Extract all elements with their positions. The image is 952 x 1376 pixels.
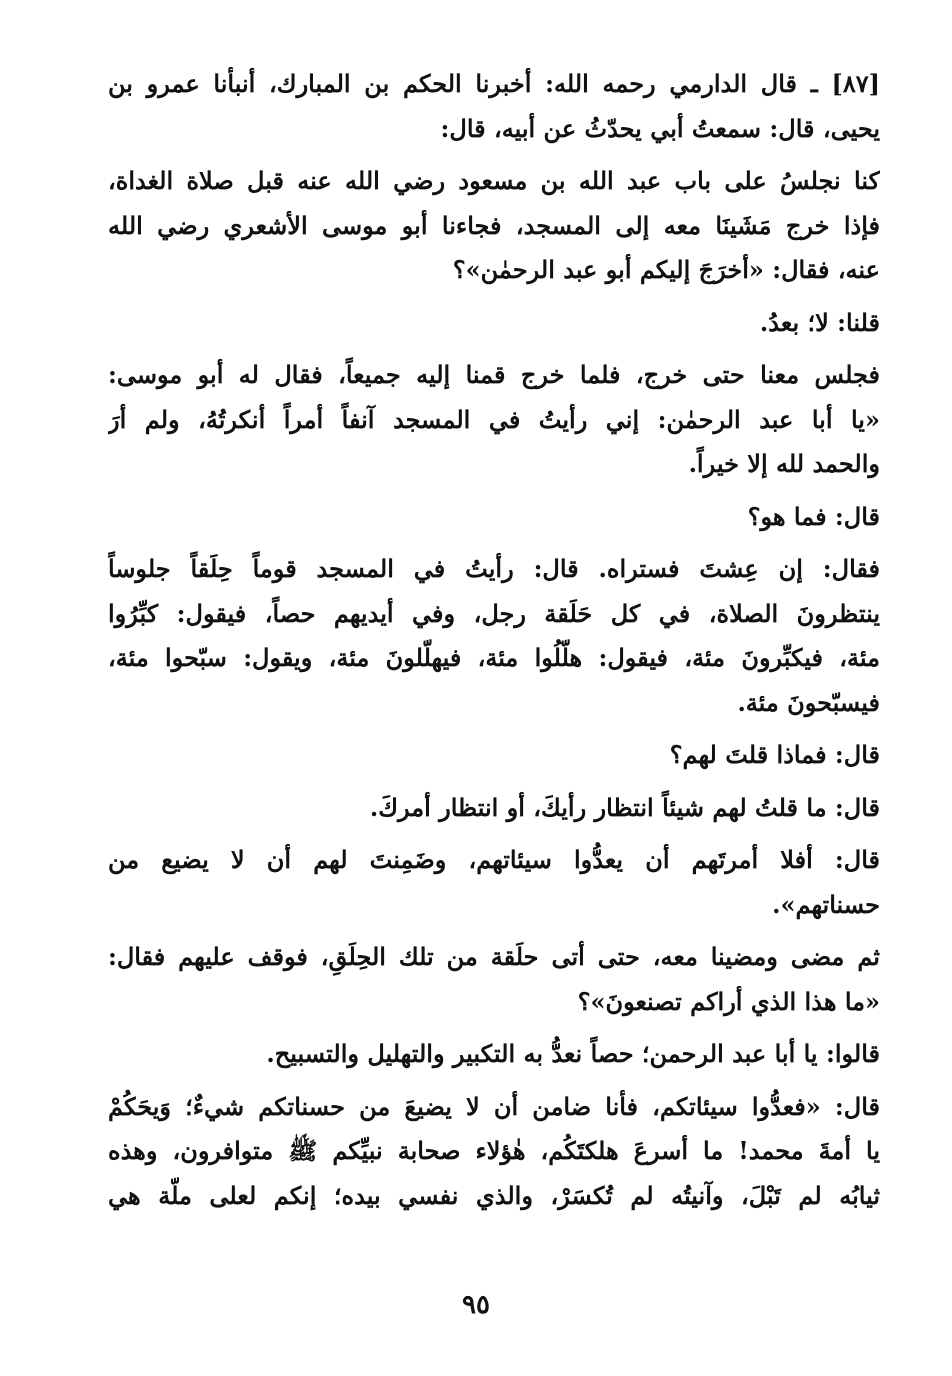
text-line: ينتظرونَ الصلاة، في كل حَلَقة رجل، وفي أيديهم حصاً، فيقول: كبِّرُوا — [108, 598, 880, 628]
text-line: ثيابُه لم تَبْلَ، وآنيتُه لم تُكسَرْ، والذي نفسي بيده؛ إنكم لعلى ملّة هي — [108, 1180, 880, 1210]
text-line: فإذا خرج مَشَينَا معه إلى المسجد، فجاءنا أبو موسى الأشعري رضي الله — [108, 210, 880, 240]
paragraph-narration — [108, 547, 880, 725]
text-line: «يا أبا عبد الرحمٰن: إني رأيتُ في المسجد آنفاً أمراً أنكرتُهُ، ولم أرَ — [108, 404, 880, 434]
paragraph-narration — [108, 1032, 880, 1077]
text-line: يا أمةَ محمد! ما أسرعَ هلكتَكُم، هٰؤلاء صحابة نبيِّكم ﷺ متوافرون، وهذه — [108, 1136, 880, 1165]
text-line: [٨٧] ـ قال الدارمي رحمه الله: أخبرنا الحكم بن المبارك، أنبأنا عمرو بن — [108, 69, 880, 98]
text-line: يحيى، قال: سمعتُ أبي يحدّثُ عن أبيه، قال: — [440, 113, 880, 143]
paragraph-narration — [108, 495, 880, 540]
text-line: حسناتهم». — [772, 889, 880, 919]
text-line: ثم مضى ومضينا معه، حتى أتى حلَقة من تلك الحِلَقِ، فوقف عليهم فقال: — [108, 942, 880, 971]
text-line: قال: «فعدُّوا سيئاتكم، فأنا ضامن أن لا يضيعَ من حسناتكم شيءٌ؛ وَيحَكُمْ — [108, 1091, 880, 1121]
text-line: قال: فماذا قلتَ لهم؟ — [669, 740, 880, 769]
text-line: فيسبّحونَ مئة. — [737, 687, 880, 717]
text-line: مئة، فيكبِّرونَ مئة، فيقول: هلّلُوا مئة، فيهلّلونَ مئة، ويقول: سبّحوا مئة، — [108, 643, 880, 672]
text-line: فجلس معنا حتى خرج، فلما خرج قمنا إليه جميعاً، فقال له أبو موسى: — [108, 360, 880, 389]
text-line: قال: ما قلتُ لهم شيئاً انتظار رأيكَ، أو انتظار أمركَ. — [369, 792, 880, 822]
text-line: «ما هذا الذي أراكم تصنعونَ»؟ — [577, 986, 880, 1016]
text-line: فقال: إن عِشتَ فستراه. قال: رأيتُ في المسجد قوماً حِلَقاً جلوساً — [108, 554, 880, 583]
text-line: قال: أفلا أمرتَهم أن يعدُّوا سيئاتهم، وضَمِنتَ لهم أن لا يضيع من — [108, 845, 880, 874]
paragraph-narration — [108, 159, 880, 293]
text-line: قال: فما هو؟ — [747, 501, 880, 531]
text-line: قلنا: لا؛ بعدُ. — [759, 307, 880, 337]
text-line: كنا نجلسُ على باب عبد الله بن مسعود رضي الله عنه قبل صلاة الغداة، — [108, 166, 880, 195]
paragraph-narration — [108, 353, 880, 487]
paragraph-narration — [108, 786, 880, 831]
text-line: عنه، فقال: «أخرَجَ إليكم أبو عبد الرحمٰن»؟ — [452, 255, 880, 284]
paragraph-narration — [108, 838, 880, 927]
paragraph-narration — [108, 733, 880, 778]
paragraph-narration — [108, 301, 880, 346]
text-line: قالوا: يا أبا عبد الرحمن؛ حصاً نعدُّ به التكبير والتهليل والتسبيح. — [266, 1039, 880, 1068]
text-line: والحمد لله إلا خيراً. — [688, 449, 880, 478]
page-number: ٩٥ — [462, 1290, 490, 1320]
paragraph-isnad — [108, 62, 880, 151]
paragraph-narration — [108, 935, 880, 1024]
paragraph-narration — [108, 1085, 880, 1219]
page-text — [108, 62, 880, 1226]
